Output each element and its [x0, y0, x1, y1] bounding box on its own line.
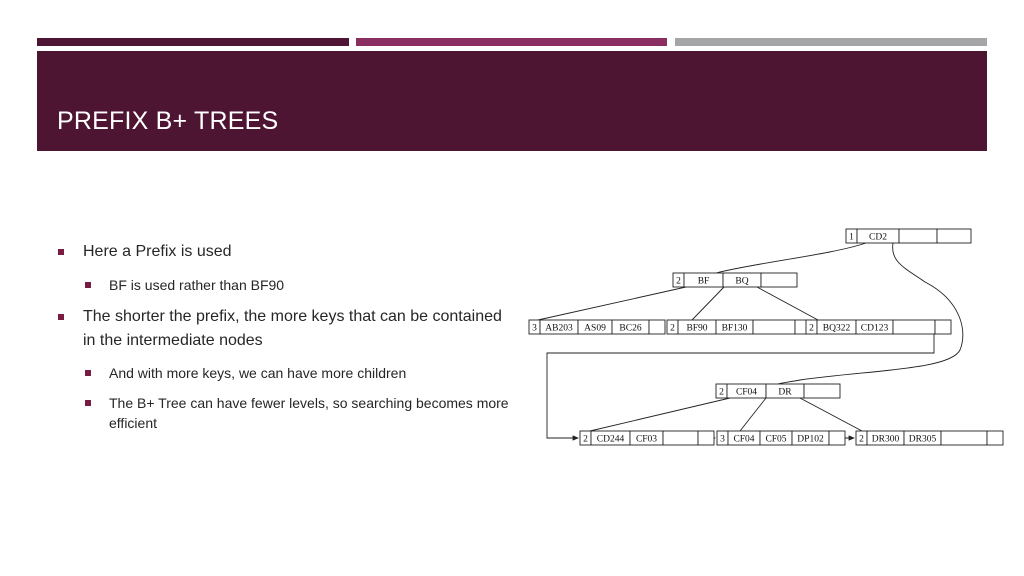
node-cell	[753, 320, 795, 334]
node-key: BF130	[721, 323, 748, 334]
node-cell	[649, 320, 665, 334]
sub-bullet-text: And with more keys, we can have more children	[109, 365, 407, 381]
bullet-text: Here a Prefix is used	[83, 243, 232, 260]
node-key-count: 2	[676, 276, 681, 287]
node-key: BF90	[686, 323, 708, 334]
node-key: BF	[697, 276, 710, 287]
leaf-link-arrow	[547, 327, 934, 438]
node-key: AS09	[584, 323, 606, 334]
node-key-count: 2	[859, 434, 864, 445]
tree-edge	[800, 398, 862, 431]
node-key-count: 2	[670, 323, 675, 334]
node-key-count: 3	[532, 323, 537, 334]
tree-edge	[590, 398, 730, 431]
node-key-count: 3	[720, 434, 725, 445]
node-cell	[987, 431, 1003, 445]
tree-leaf-node	[856, 431, 1003, 445]
node-key: CD244	[596, 434, 625, 445]
tree-leaf-node	[717, 431, 845, 445]
node-cell	[941, 431, 987, 445]
node-key: CF03	[635, 434, 658, 445]
node-key: DP102	[797, 434, 824, 445]
slide-title: PREFIX B+ TREES	[57, 107, 279, 135]
node-key: BQ322	[822, 323, 851, 334]
node-key-count: 1	[849, 232, 854, 243]
node-cell	[829, 431, 845, 445]
tree-root-node	[846, 229, 971, 243]
tree-leaf-node	[580, 431, 714, 445]
node-cell	[698, 431, 714, 445]
node-cell	[935, 320, 951, 334]
node-key: CD2	[869, 232, 887, 243]
node-key: CF04	[735, 387, 758, 398]
node-key: CD123	[860, 323, 889, 334]
tree-leaf-node	[667, 320, 811, 334]
node-cell	[761, 273, 797, 287]
tree-edge	[716, 243, 866, 273]
node-cell	[893, 320, 935, 334]
node-key-count: 2	[719, 387, 724, 398]
node-key: CF05	[765, 434, 787, 445]
tree-edge	[740, 398, 766, 431]
node-key: BQ	[735, 276, 749, 287]
node-key: DR	[778, 387, 792, 398]
sub-bullet-text: The B+ Tree can have fewer levels, so searching becomes more efficient	[109, 395, 509, 431]
node-cell	[937, 229, 971, 243]
bullet-text: The shorter the prefix, the more keys that can be contained in the intermediate nodes	[83, 308, 502, 349]
node-cell	[899, 229, 937, 243]
node-key-count: 2	[809, 323, 814, 334]
node-key: AB203	[545, 323, 573, 334]
tree-leaf-node	[806, 320, 951, 334]
tree-edge	[538, 287, 686, 320]
tree-index-node-left	[673, 273, 797, 287]
node-key: BC26	[619, 323, 642, 334]
tree-edge	[757, 287, 818, 320]
node-cell	[663, 431, 698, 445]
tree-index-node-right	[716, 384, 840, 398]
node-key-count: 2	[583, 434, 588, 445]
node-key: DR300	[871, 434, 900, 445]
node-key: CF04	[733, 434, 755, 445]
sub-bullet-text: BF is used rather than BF90	[109, 277, 285, 293]
tree-edge	[692, 287, 724, 320]
node-key: DR305	[908, 434, 937, 445]
node-cell	[804, 384, 840, 398]
tree-leaf-node	[529, 320, 665, 334]
